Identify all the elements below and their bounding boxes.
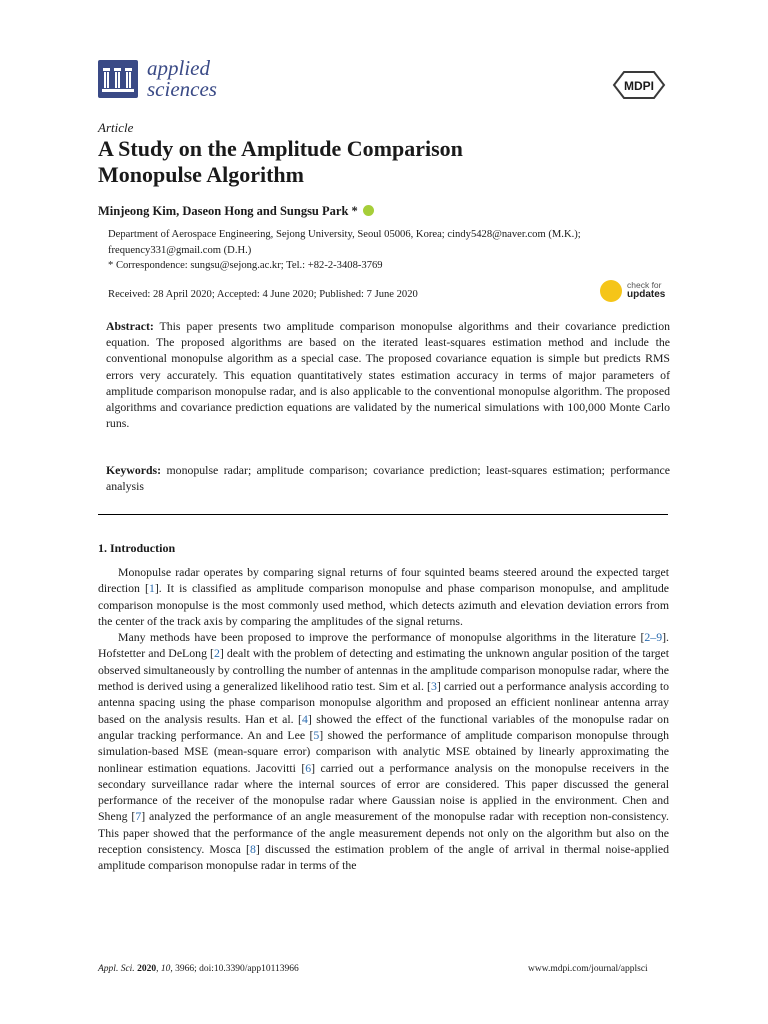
check-updates-line1: check for bbox=[627, 280, 662, 290]
citation-footer: Appl. Sci. 2020, 10, 3966; doi:10.3390/app10113966 bbox=[98, 964, 299, 974]
citation-link[interactable]: 5 bbox=[313, 727, 320, 742]
citation-link[interactable]: 7 bbox=[135, 809, 142, 824]
orcid-icon[interactable] bbox=[363, 205, 374, 216]
keywords-label: Keywords: bbox=[106, 463, 162, 477]
paragraph-2-text-c: ] dealt with the problem of detecting and estimating the unknown angular position of the target observed simultaneously by controlling the number of antennas in the amplitude comparison monopulse radar, where the method is derived using a generalized likelihood ratio test. Sim et al. [ bbox=[98, 646, 670, 694]
body-text bbox=[98, 564, 669, 874]
article-type: Article bbox=[98, 120, 134, 135]
paragraph-1-text-a: Monopulse radar operates by comparing signal returns of four squinted beams steered around the expected target direction [ bbox=[98, 565, 669, 596]
journal-name-line2: sciences bbox=[147, 77, 217, 101]
paragraph-2-text-d: ] carried out a performance analysis according to antenna spacing using the phase comparison monopulse algorithm and proposed an efficient nonlinear antenna array based on the analysis results. Han et al. [ bbox=[98, 679, 669, 726]
citation-link[interactable]: 8 bbox=[249, 842, 256, 857]
paragraph-2-text-i: ] discussed the estimation problem of the angle of arrival in thermal noise-applied amplitude comparison monopulse radar in terms of the bbox=[98, 842, 670, 873]
publisher-logo bbox=[612, 70, 666, 100]
citation-link[interactable]: 2–9 bbox=[644, 630, 663, 645]
paragraph-2 bbox=[98, 629, 669, 873]
check-updates-icon bbox=[600, 280, 622, 302]
author-list bbox=[98, 204, 374, 219]
paragraph-2-text-a: Many methods have been proposed to improve the performance of monopulse algorithms in the literature [ bbox=[118, 630, 645, 645]
section-divider bbox=[98, 514, 668, 515]
footer-year: 2020 bbox=[137, 964, 157, 974]
affiliation-text: Department of Aerospace Engineering, Sejong University, Seoul 05006, Korea; cindy5428@naver.com (M.K.); frequency331@gmail.com (D.H.) bbox=[108, 229, 581, 256]
journal-url-link[interactable]: www.mdpi.com/journal/applsci bbox=[528, 964, 648, 974]
affiliations bbox=[108, 227, 668, 274]
abstract-text: This paper presents two amplitude comparison monopulse algorithms and their covariance prediction equation. The proposed algorithms are based on the iterated least-squares estimation method and include the conventional monopulse algorithm as a special case. The proposed covariance equation is simple but predicts RMS errors very accurately. This equation quantitatively states estimation accuracy in terms of major parameters of amplitude comparison monopulse radar, and is also applicable to the conventional monopulse algorithm. The proposed algorithms and covariance prediction equations are validated by the numerical simulations with 100,000 Monte Carlo runs. bbox=[106, 319, 670, 431]
journal-abbr: Appl. Sci. bbox=[98, 964, 135, 974]
abstract-label: Abstract: bbox=[106, 319, 154, 333]
publication-dates: Received: 28 April 2020; Accepted: 4 June 2020; Published: 7 June 2020 bbox=[108, 289, 418, 300]
title-line1: A Study on the Amplitude Comparison bbox=[98, 136, 463, 161]
citation-link[interactable]: 2 bbox=[213, 646, 220, 661]
paragraph-1-text-b: ]. It is classified as amplitude comparison monopulse and phase comparison monopulse, and amplitude comparison monopulse is the most commonly used method, which detects azimuth and elevation deviation errors from the center of the track axis by comparing the amplitudes of the signal returns. bbox=[98, 581, 669, 628]
keywords bbox=[106, 462, 670, 494]
journal-logo-icon bbox=[98, 60, 138, 98]
paragraph-2-text-h: ] analyzed the performance of an angle measurement of the monopulse radar with reception non-consistency. This paper showed that the performance of the angle measurement depends not only on the algorithm but also on the reception consistency. Mosca [ bbox=[98, 809, 669, 857]
journal-name-line1: applied bbox=[147, 56, 210, 80]
paragraph-2-text-f: ] showed the performance of amplitude comparison monopulse through simulation-based MSE (mean-square error) comparison with analytic MSE obtained by linearly approximating the nonlinear estimation equations. Jacovitti [ bbox=[98, 727, 669, 775]
paragraph-2-text-g: ] carried out a performance analysis on the monopulse receivers in the secondary surveillance radar where the internal sources of error are considered. This paper discussed the general performance of the receiver of the monopulse radar where Gaussian noise is applied in the environment. Chen and Sheng [ bbox=[98, 760, 669, 824]
keywords-text: monopulse radar; amplitude comparison; covariance prediction; least-squares estimation; performance analysis bbox=[106, 463, 670, 494]
check-for-updates-button[interactable] bbox=[600, 279, 672, 303]
authors-text: Minjeong Kim, Daseon Hong and Sungsu Park * bbox=[98, 204, 358, 218]
paragraph-2-text-b: ]. Hofstetter and DeLong [ bbox=[98, 630, 669, 661]
citation-link[interactable]: 1 bbox=[148, 581, 155, 596]
citation-link[interactable]: 6 bbox=[305, 760, 312, 775]
check-updates-line2: updates bbox=[627, 289, 666, 300]
mdpi-logo-icon bbox=[612, 70, 666, 100]
paragraph-1 bbox=[98, 564, 669, 629]
footer-doi: , 3966; doi:10.3390/app10113966 bbox=[170, 964, 299, 974]
citation-link[interactable]: 4 bbox=[301, 711, 308, 726]
title-line2: Monopulse Algorithm bbox=[98, 162, 304, 187]
page-title bbox=[98, 136, 658, 188]
publisher-name: MDPI bbox=[624, 79, 654, 93]
citation-link[interactable]: 3 bbox=[430, 679, 437, 694]
abstract bbox=[106, 318, 670, 431]
footer-volume: 10 bbox=[160, 964, 171, 974]
correspondence-text: * Correspondence: sungsu@sejong.ac.kr; Tel.: +82-2-3408-3769 bbox=[108, 260, 383, 271]
journal-name bbox=[147, 58, 217, 100]
paragraph-2-text-e: ] showed the effect of the functional variables of the monopulse radar on angular tracking performance. An and Lee [ bbox=[98, 711, 669, 742]
section-heading: 1. Introduction bbox=[98, 541, 176, 555]
